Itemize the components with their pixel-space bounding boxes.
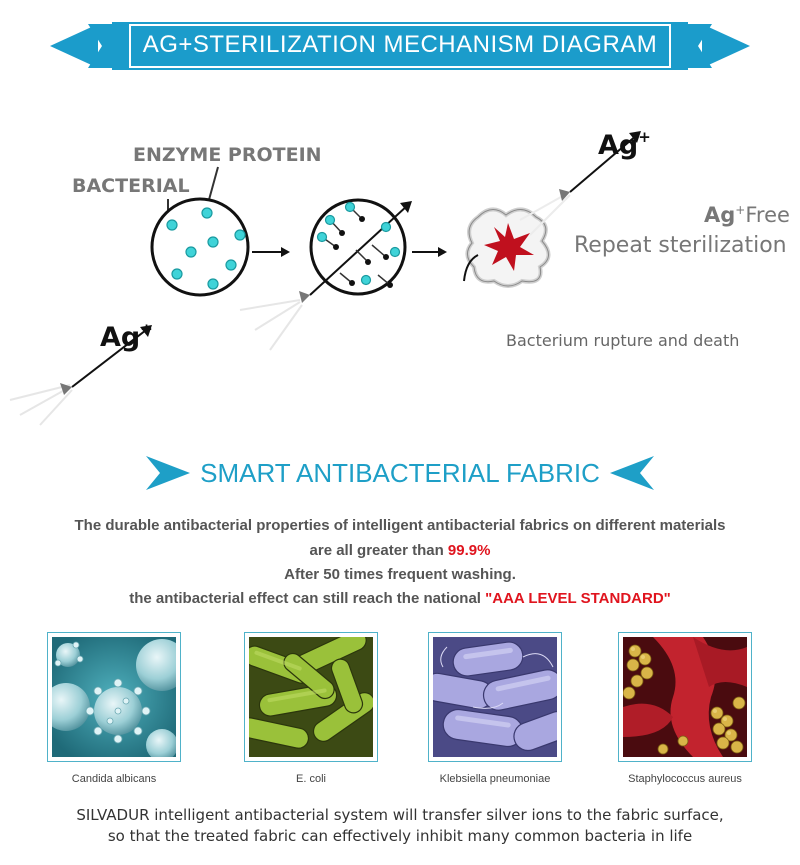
page-title: AG+STERILIZATION MECHANISM DIAGRAM [142, 31, 658, 58]
bacterium-ruptured [464, 209, 549, 286]
mechanism-diagram [0, 95, 800, 435]
section-banner [140, 452, 660, 494]
footer-line-1: SILVADUR intelligent antibacterial system will transfer silver ions to the fabric surface, [76, 806, 724, 824]
bacteria-caption-candida: Candida albicans [71, 773, 157, 785]
description-line-4: the antibacterial effect can still reach the national "AAA LEVEL STANDARD" [129, 590, 671, 607]
bacteria-image-staphylococcus [618, 632, 752, 762]
repeat-sterilization-label: Repeat sterilization [574, 233, 787, 258]
ag-ion-label-left: Ag+ [100, 320, 153, 353]
description-line-3: After 50 times frequent washing. [284, 566, 516, 583]
title-banner [50, 20, 750, 72]
rupture-label: Bacterium rupture and death [506, 331, 740, 350]
bacteria-image-klebsiella [428, 632, 562, 762]
ag-free-label: Ag+Free [704, 203, 790, 227]
standard-highlight: AAA LEVEL STANDARD [492, 590, 664, 607]
bacteria-image-candida [47, 632, 181, 762]
ag-ion-label-right: Ag+ [598, 128, 651, 161]
bacteria-caption-staphylococcus: Staphylococcus aureus [628, 773, 742, 785]
bacteria-caption-klebsiella: Klebsiella pneumoniae [439, 773, 551, 785]
footer-line-2: so that the treated fabric can effectively inhibit many common bacteria in life [107, 827, 693, 845]
bacteria-caption-ecoli: E. coli [296, 773, 326, 785]
section-title: SMART ANTIBACTERIAL FABRIC [200, 458, 600, 488]
description-line-2: are all greater than 99.9% [309, 542, 491, 559]
bacterium-intact [152, 199, 248, 295]
bacteria-image-ecoli [244, 632, 378, 762]
percent-highlight: 99.9% [447, 542, 491, 559]
description-line-1: The durable antibacterial properties of intelligent antibacterial fabrics on different materials [74, 517, 726, 534]
bacterial-label: BACTERIAL [72, 175, 190, 197]
bacterium-attacked [240, 200, 412, 350]
enzyme-protein-label: ENZYME PROTEIN [133, 144, 322, 166]
